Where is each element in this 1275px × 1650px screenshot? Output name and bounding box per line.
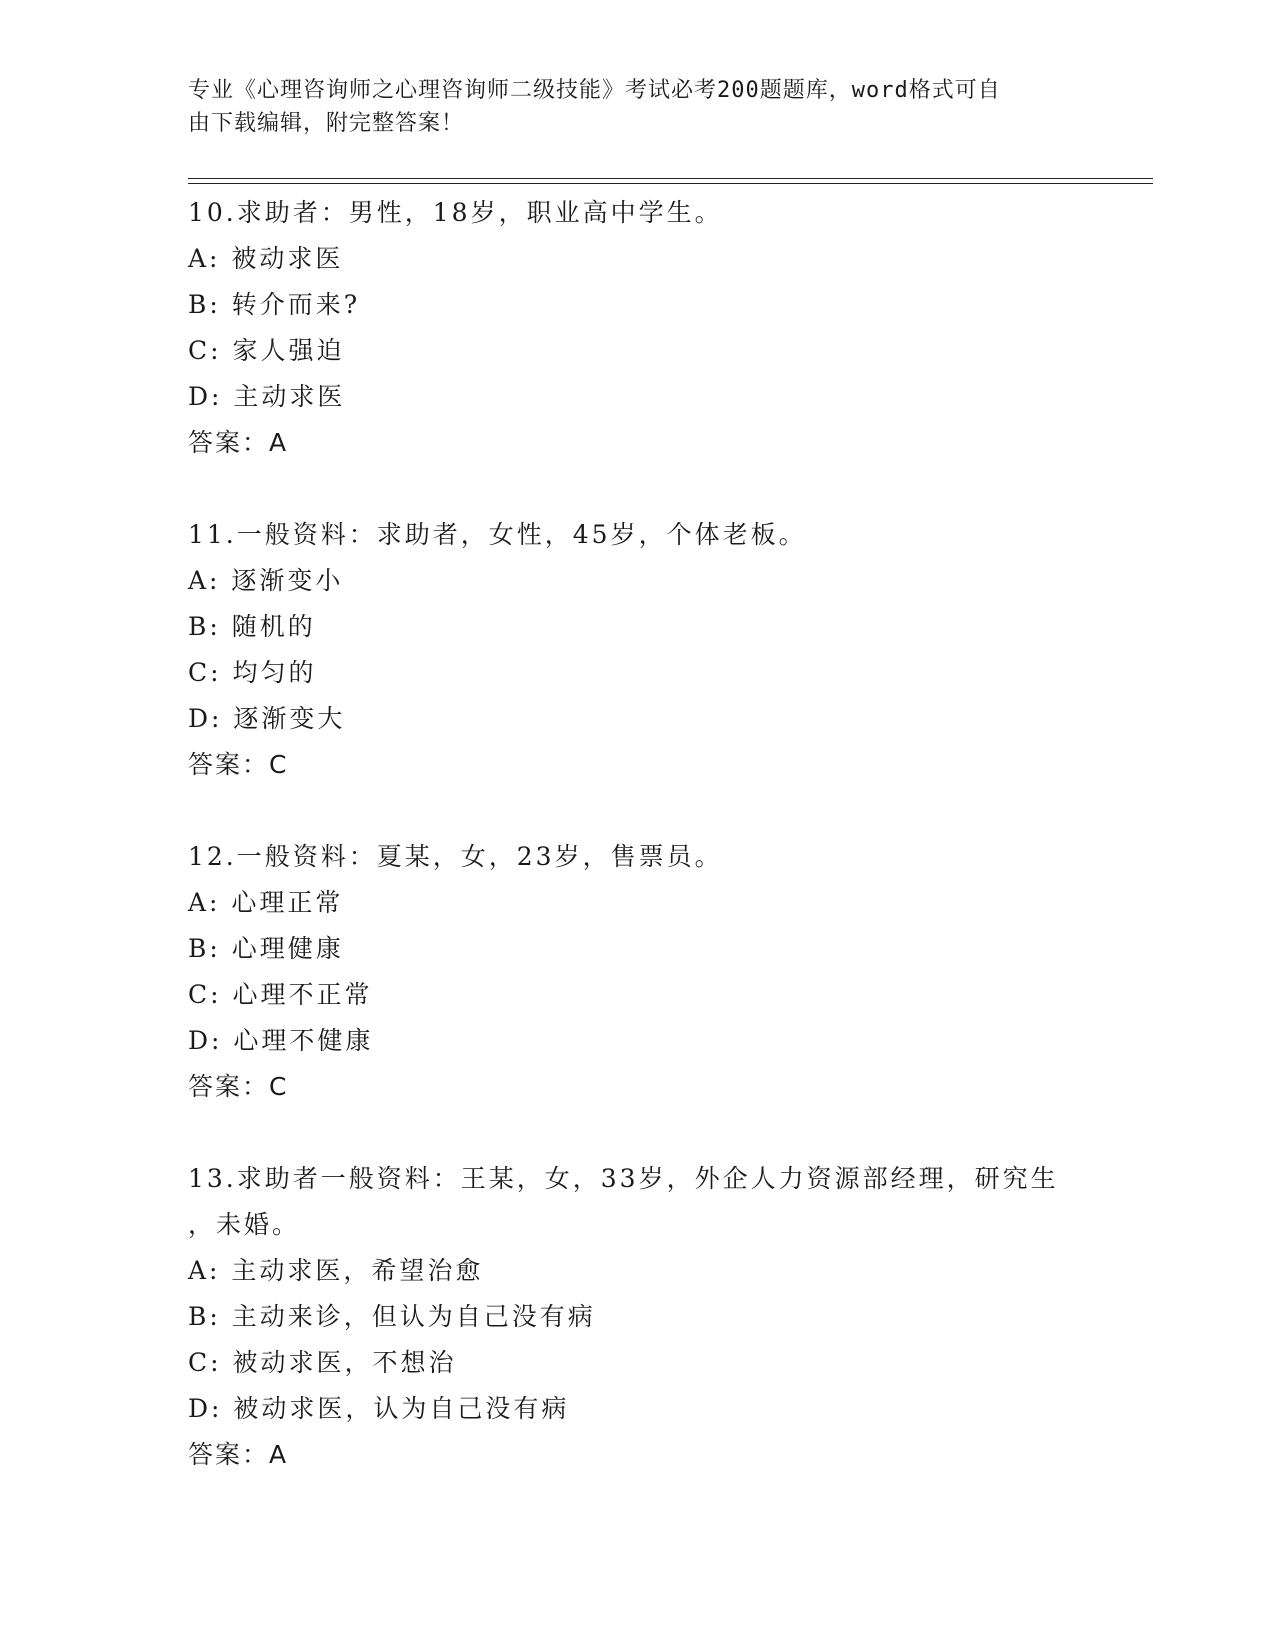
answer: 答案：A (188, 1440, 289, 1469)
question-11 (188, 512, 1088, 788)
option-d: D: 逐渐变大 (188, 704, 346, 733)
document-header (188, 74, 1068, 140)
header-line-1: 专业《心理咨询师之心理咨询师二级技能》考试必考200题题库，word格式可自 (188, 78, 1001, 103)
answer: 答案：C (188, 1072, 289, 1101)
option-b: B: 主动来诊，但认为自己没有病 (188, 1302, 596, 1331)
answer: 答案：A (188, 428, 289, 457)
question-12 (188, 834, 1088, 1110)
option-c: C: 心理不正常 (188, 980, 373, 1009)
option-d: D: 主动求医 (188, 382, 346, 411)
question-stem-continuation: ，未婚。 (188, 1210, 301, 1239)
question-stem: 11.一般资料：求助者，女性，45岁，个体老板。 (188, 520, 807, 549)
option-a: A: 被动求医 (188, 244, 344, 273)
option-b: B: 转介而来? (188, 290, 361, 319)
header-line-2: 由下载编辑，附完整答案！ (188, 111, 465, 136)
option-c: C: 家人强迫 (188, 336, 345, 365)
option-a: A: 主动求医，希望治愈 (188, 1256, 484, 1285)
option-a: A: 逐渐变小 (188, 566, 344, 595)
question-13 (188, 1156, 1088, 1478)
question-stem: 13.求助者一般资料：王某，女，33岁，外企人力资源部经理，研究生 (188, 1164, 1059, 1193)
question-10 (188, 190, 1088, 466)
header-divider-bottom (188, 183, 1153, 184)
question-list (188, 190, 1088, 1524)
option-d: D: 被动求医，认为自己没有病 (188, 1394, 570, 1423)
question-stem: 12.一般资料：夏某，女，23岁，售票员。 (188, 842, 723, 871)
option-d: D: 心理不健康 (188, 1026, 374, 1055)
header-divider-top (188, 178, 1153, 179)
option-b: B: 心理健康 (188, 934, 344, 963)
answer: 答案：C (188, 750, 289, 779)
option-a: A: 心理正常 (188, 888, 344, 917)
question-stem: 10.求助者：男性，18岁，职业高中学生。 (188, 198, 723, 227)
option-c: C: 被动求医，不想治 (188, 1348, 457, 1377)
option-c: C: 均匀的 (188, 658, 317, 687)
option-b: B: 随机的 (188, 612, 316, 641)
